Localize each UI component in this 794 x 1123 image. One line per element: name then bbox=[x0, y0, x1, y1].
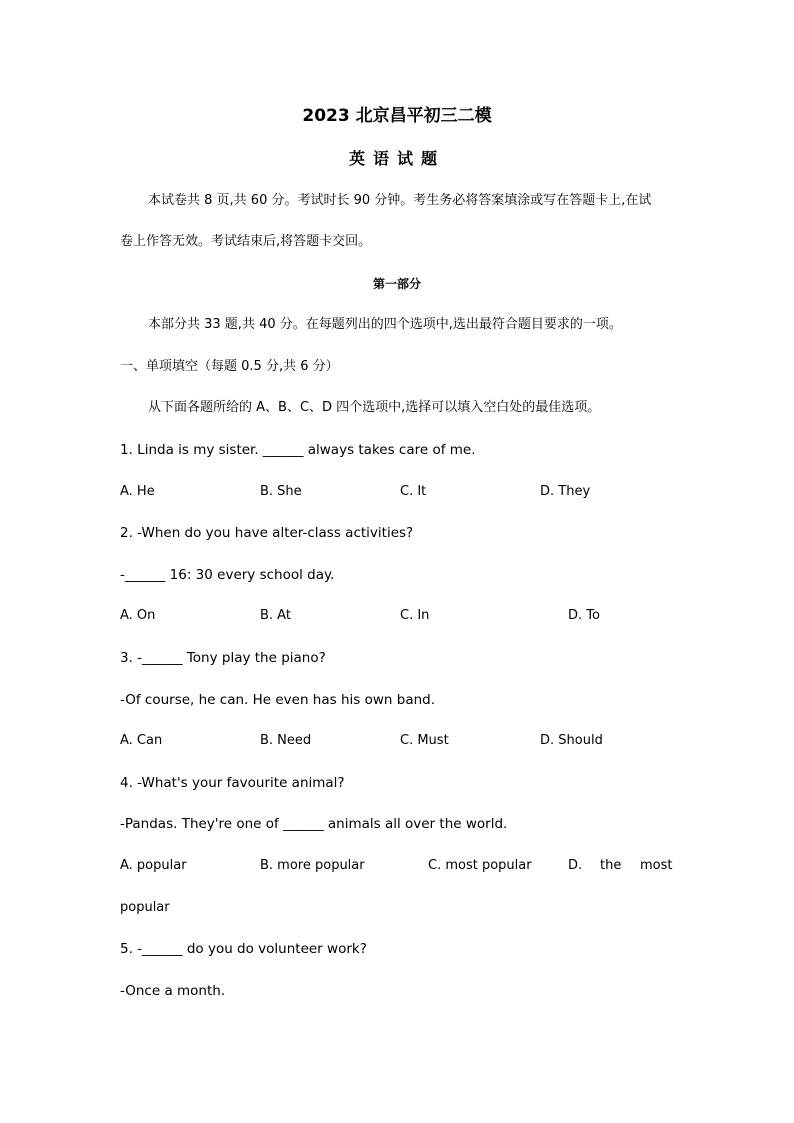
section-instruction: 从下面各题所给的 A、B、C、D 四个选项中,选择可以填入空白处的最佳选项。 bbox=[148, 400, 601, 415]
q4-option-c: C. most popular bbox=[428, 858, 532, 873]
q4-option-d-wrap: popular bbox=[120, 900, 170, 915]
q3-option-b: B. Need bbox=[260, 733, 312, 748]
q3-option-a: A. Can bbox=[120, 733, 163, 748]
q4-option-d-letter: D. bbox=[568, 858, 583, 873]
q3-option-d: D. Should bbox=[540, 733, 603, 748]
q4-option-d-word-2: most bbox=[640, 858, 673, 873]
question-4-response: -Pandas. They're one of ______ animals all over the world. bbox=[120, 816, 508, 832]
page-subtitle: 英语试题 bbox=[348, 149, 445, 168]
q2-option-a: A. On bbox=[120, 608, 156, 623]
q1-option-c: C. It bbox=[400, 484, 427, 499]
question-5-stem: 5. -______ do you do volunteer work? bbox=[120, 941, 367, 957]
question-5-response: -Once a month. bbox=[120, 983, 226, 999]
page-title: 2023 北京昌平初三二模 bbox=[302, 106, 492, 126]
question-2-stem: 2. -When do you have alter-class activities? bbox=[120, 525, 414, 541]
q2-option-b: B. At bbox=[260, 608, 291, 623]
intro-line-2: 卷上作答无效。考试结束后,将答题卡交回。 bbox=[120, 234, 372, 249]
section-heading: 一、单项填空（每题 0.5 分,共 6 分） bbox=[120, 359, 339, 374]
intro-line-1: 本试卷共 8 页,共 60 分。考试时长 90 分钟。考生务必将答案填涂或写在答题卡上,在试 bbox=[148, 193, 652, 208]
question-4-stem: 4. -What's your favourite animal? bbox=[120, 775, 345, 791]
question-2-response: -______ 16: 30 every school day. bbox=[120, 567, 335, 583]
q2-option-c: C. In bbox=[400, 608, 430, 623]
q1-option-a: A. He bbox=[120, 484, 155, 499]
q2-option-d: D. To bbox=[568, 608, 600, 623]
q1-option-d: D. They bbox=[540, 484, 591, 499]
q3-option-c: C. Must bbox=[400, 733, 449, 748]
part-instruction: 本部分共 33 题,共 40 分。在每题列出的四个选项中,选出最符合题目要求的一项。 bbox=[148, 317, 622, 332]
q4-option-b: B. more popular bbox=[260, 858, 365, 873]
question-3-stem: 3. -______ Tony play the piano? bbox=[120, 650, 326, 666]
q4-option-a: A. popular bbox=[120, 858, 187, 873]
question-3-response: -Of course, he can. He even has his own band. bbox=[120, 692, 436, 708]
part-heading: 第一部分 bbox=[372, 277, 421, 291]
question-1-stem: 1. Linda is my sister. ______ always takes care of me. bbox=[120, 442, 476, 458]
q4-option-d-word-1: the bbox=[600, 858, 622, 873]
q1-option-b: B. She bbox=[260, 484, 302, 499]
